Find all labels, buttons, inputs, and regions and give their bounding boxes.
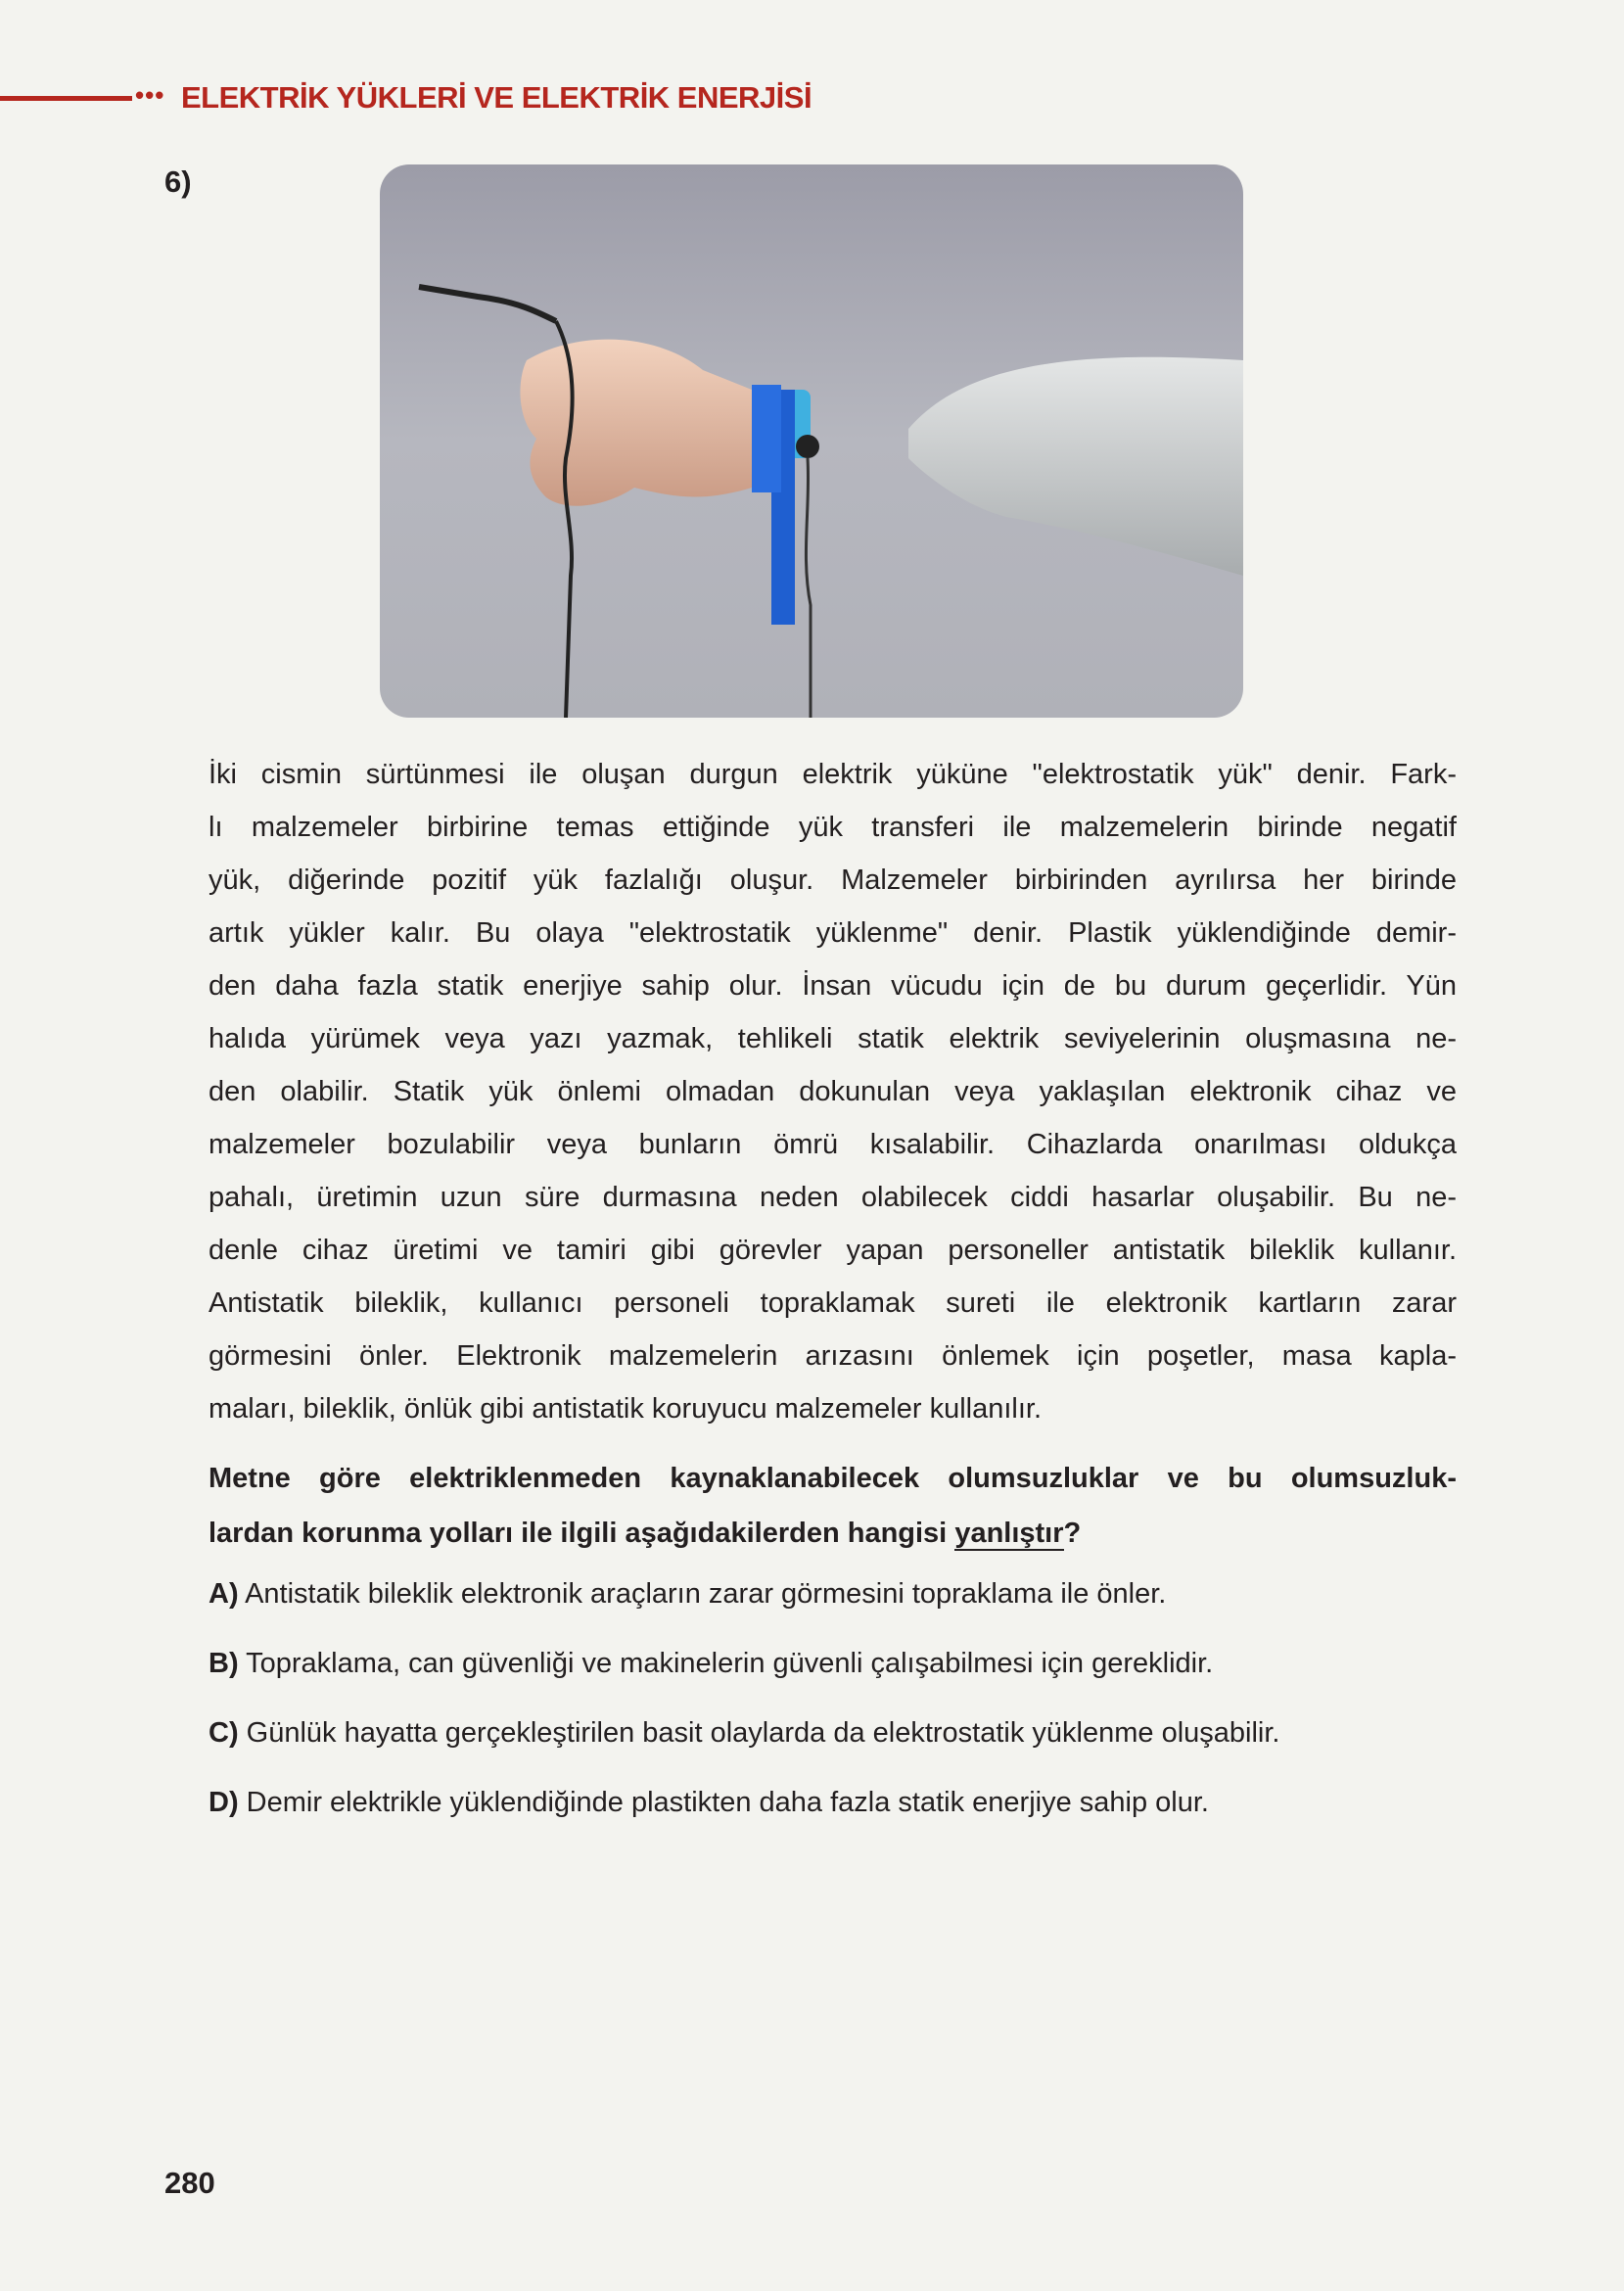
- option-letter: C): [209, 1717, 239, 1749]
- passage-line: den olabilir. Statik yük önlemi olmadan dokunulan veya yaklaşılan elektronik cihaz ve: [209, 1076, 1457, 1107]
- option-c[interactable]: [209, 1717, 1280, 1750]
- question-mark: ?: [1063, 1518, 1082, 1549]
- question-number: 6): [164, 164, 192, 199]
- option-text: Demir elektrikle yüklendiğinde plastikten daha fazla statik enerjiye sahip olur.: [238, 1787, 1209, 1818]
- option-d[interactable]: [209, 1787, 1209, 1819]
- question-text: lardan korunma yolları ile ilgili aşağıdakilerden hangisi: [209, 1518, 955, 1549]
- passage-line: artık yükler kalır. Bu olaya "elektrostatik yüklenme" denir. Plastik yüklendiğinde demir-: [209, 917, 1457, 949]
- passage-line: halıda yürümek veya yazı yazmak, tehlikeli statik elektrik seviyelerinin oluşmasına ne-: [209, 1023, 1457, 1054]
- passage-line: malzemeler bozulabilir veya bunların ömrü kısalabilir. Cihazlarda onarılması oldukça: [209, 1129, 1457, 1160]
- chapter-title: ELEKTRİK YÜKLERİ VE ELEKTRİK ENERJİSİ: [181, 80, 812, 115]
- header-dots: •••: [135, 80, 165, 110]
- passage-line: pahalı, üretimin uzun süre durmasına neden olabilecek ciddi hasarlar oluşabilir. Bu ne-: [209, 1182, 1457, 1213]
- passage-line: den daha fazla statik enerjiye sahip olur. İnsan vücudu için de bu durum geçerlidir. Yün: [209, 970, 1457, 1002]
- option-text: Antistatik bileklik elektronik araçların zarar görmesini topraklama ile önler.: [238, 1578, 1167, 1610]
- passage: [209, 748, 1457, 1435]
- option-text: Günlük hayatta gerçekleştirilen basit olaylarda da elektrostatik yüklenme oluşabilir.: [238, 1717, 1280, 1749]
- option-text: Topraklama, can güvenliği ve makinelerin güvenli çalışabilmesi için gereklidir.: [238, 1648, 1214, 1679]
- option-a[interactable]: [209, 1578, 1166, 1611]
- passage-line: yük, diğerinde pozitif yük fazlalığı oluşur. Malzemeler birbirinden ayrılırsa her birinde: [209, 865, 1457, 896]
- question-line-2: [209, 1506, 1457, 1561]
- underlined-word: yanlıştır: [954, 1518, 1064, 1549]
- passage-line: lı malzemeler birbirine temas ettiğinde yük transferi ile malzemelerin birinde negatif: [209, 812, 1457, 843]
- passage-line: görmesini önler. Elektronik malzemelerin arızasını önlemek için poşetler, masa kapla-: [209, 1340, 1457, 1372]
- question-stem: [209, 1451, 1457, 1561]
- passage-line: Antistatik bileklik, kullanıcı personeli topraklamak sureti ile elektronik kartların zarar: [209, 1287, 1457, 1319]
- option-letter: D): [209, 1787, 239, 1818]
- passage-line: İki cismin sürtünmesi ile oluşan durgun elektrik yüküne "elektrostatik yük" denir. Fark-: [209, 759, 1457, 790]
- option-b[interactable]: [209, 1648, 1213, 1680]
- question-line-1: Metne göre elektriklenmeden kaynaklanabilecek olumsuzluklar ve bu olumsuzluk-: [209, 1463, 1457, 1494]
- passage-line: denle cihaz üretimi ve tamiri gibi görevler yapan personeller antistatik bileklik kullanır.: [209, 1235, 1457, 1266]
- passage-line: maları, bileklik, önlük gibi antistatik koruyucu malzemeler kullanılır.: [209, 1393, 1043, 1425]
- option-letter: B): [209, 1648, 239, 1679]
- page-number: 280: [164, 2166, 215, 2200]
- header-rule: [0, 96, 132, 101]
- option-letter: A): [209, 1578, 239, 1610]
- antistatic-wrist-strap-photo: [380, 164, 1243, 718]
